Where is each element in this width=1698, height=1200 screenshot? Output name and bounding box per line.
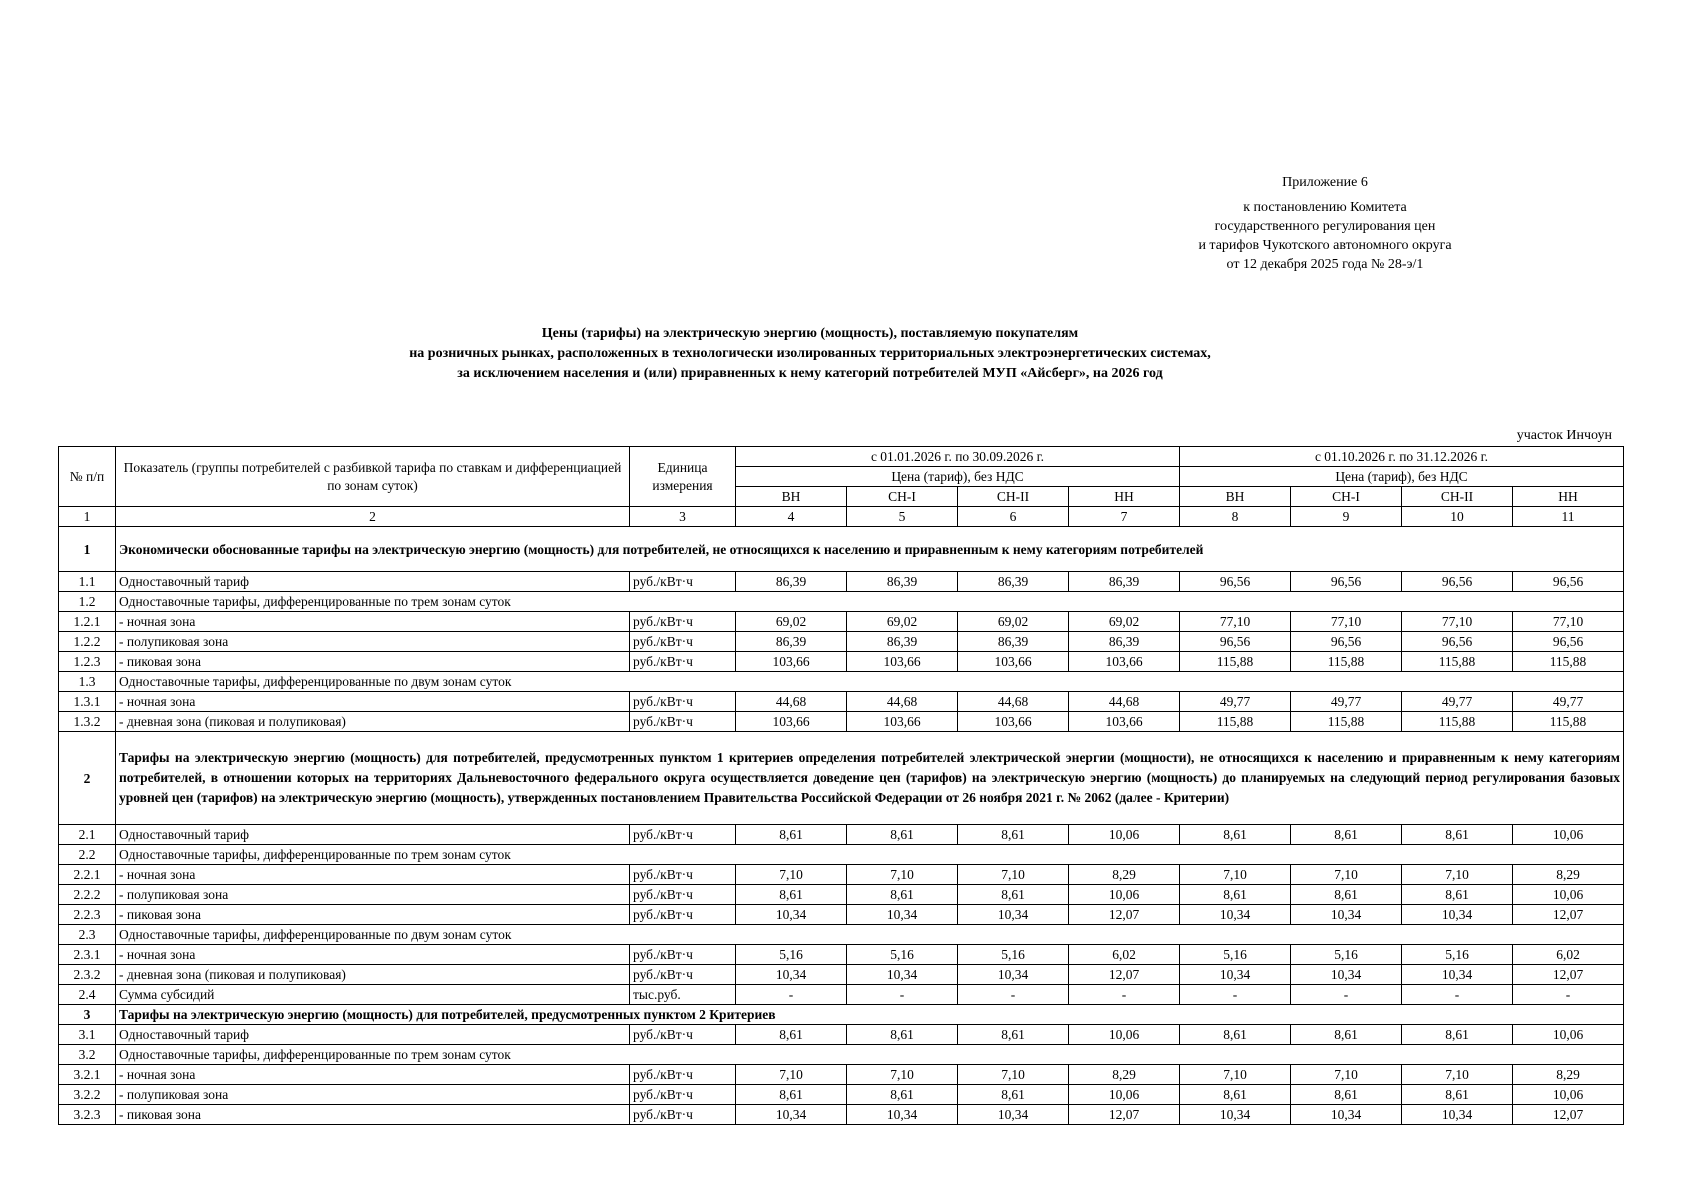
- unit-cell: руб./кВт·ч: [630, 885, 736, 905]
- row-number: 3.2.2: [59, 1085, 116, 1105]
- table-row: [59, 845, 1624, 865]
- appendix-line: государственного регулирования цен: [1214, 219, 1436, 234]
- unit-cell: тыс.руб.: [630, 985, 736, 1005]
- price-cell: 10,06: [1069, 1085, 1180, 1105]
- price-cell: 8,61: [736, 1085, 847, 1105]
- price-cell: 7,10: [958, 1065, 1069, 1085]
- price-cell: 8,29: [1513, 1065, 1624, 1085]
- table-row: [59, 885, 1624, 905]
- appendix-line: и тарифов Чукотского автономного округа: [1198, 238, 1452, 253]
- price-cell: 10,06: [1069, 825, 1180, 845]
- price-cell: 10,06: [1513, 1085, 1624, 1105]
- table-row: [59, 572, 1624, 592]
- price-cell: 12,07: [1069, 965, 1180, 985]
- price-cell: 96,56: [1180, 572, 1291, 592]
- header-level: ВН: [736, 487, 847, 507]
- unit-cell: руб./кВт·ч: [630, 712, 736, 732]
- price-cell: 8,61: [847, 825, 958, 845]
- price-cell: 8,61: [1180, 885, 1291, 905]
- price-cell: 7,10: [1291, 865, 1402, 885]
- row-number: 2.1: [59, 825, 116, 845]
- price-cell: 49,77: [1291, 692, 1402, 712]
- table-row: [59, 1045, 1624, 1065]
- unit-cell: руб./кВт·ч: [630, 965, 736, 985]
- row-number: 1.3.2: [59, 712, 116, 732]
- unit-cell: руб./кВт·ч: [630, 632, 736, 652]
- price-cell: 103,66: [847, 652, 958, 672]
- price-cell: 69,02: [958, 612, 1069, 632]
- price-cell: 44,68: [736, 692, 847, 712]
- unit-cell: руб./кВт·ч: [630, 1025, 736, 1045]
- header-price-2: Цена (тариф), без НДС: [1180, 467, 1624, 487]
- price-cell: 10,34: [847, 1105, 958, 1125]
- header-level: НН: [1513, 487, 1624, 507]
- price-cell: 96,56: [1402, 572, 1513, 592]
- price-cell: 5,16: [1291, 945, 1402, 965]
- unit-cell: руб./кВт·ч: [630, 1065, 736, 1085]
- column-number: 3: [630, 507, 736, 527]
- price-cell: 115,88: [1291, 652, 1402, 672]
- table-row: [59, 692, 1624, 712]
- row-number: 2.3.1: [59, 945, 116, 965]
- price-cell: 8,61: [1291, 825, 1402, 845]
- price-cell: 86,39: [1069, 572, 1180, 592]
- section-heading: Тарифы на электрическую энергию (мощность) для потребителей, предусмотренных пунктом 2 Критериев: [116, 1005, 1624, 1025]
- row-number: 2.2: [59, 845, 116, 865]
- price-cell: 10,34: [847, 965, 958, 985]
- price-cell: 44,68: [1069, 692, 1180, 712]
- price-cell: 86,39: [736, 572, 847, 592]
- section-heading: Тарифы на электрическую энергию (мощность) для потребителей, предусмотренных пунктом 1 критериев определения потребителей электрической энергии (мощности), не относящихся к населению и приравненным к нему категориям потребителей, в отношении которых на территориях Дальневосточного федерального округа осуществляется доведение цен (тарифов) на электрическую энергию (мощность) до планируемых на следующий период регулирования базовых уровней цен (тарифов) на электрическую энергию (мощность), утвержденных постановлением Правительства Российской Федерации от 26 ноября 2021 г. № 2062 (далее - Критерии): [116, 732, 1624, 825]
- price-cell: 44,68: [847, 692, 958, 712]
- header-price-1: Цена (тариф), без НДС: [736, 467, 1180, 487]
- price-cell: 86,39: [736, 632, 847, 652]
- indicator-name: Одноставочный тариф: [116, 825, 630, 845]
- price-cell: 86,39: [958, 632, 1069, 652]
- price-cell: -: [1291, 985, 1402, 1005]
- price-cell: 10,06: [1513, 885, 1624, 905]
- table-row: [59, 612, 1624, 632]
- header-level: НН: [1069, 487, 1180, 507]
- indicator-name: Одноставочный тариф: [116, 1025, 630, 1045]
- price-cell: 6,02: [1069, 945, 1180, 965]
- appendix-block: [1110, 173, 1540, 274]
- price-cell: 96,56: [1402, 632, 1513, 652]
- table-row: [59, 945, 1624, 965]
- table-row: [59, 527, 1624, 572]
- group-heading: Одноставочные тарифы, дифференцированные по двум зонам суток: [116, 925, 1624, 945]
- price-cell: 96,56: [1291, 632, 1402, 652]
- price-cell: 7,10: [1291, 1065, 1402, 1085]
- price-cell: 5,16: [1180, 945, 1291, 965]
- row-number: 1.2.3: [59, 652, 116, 672]
- table-row: [59, 825, 1624, 845]
- price-cell: 8,61: [958, 825, 1069, 845]
- price-cell: 8,61: [1180, 825, 1291, 845]
- appendix-line: к постановлению Комитета: [1243, 200, 1407, 215]
- row-number: 2.4: [59, 985, 116, 1005]
- column-number: 10: [1402, 507, 1513, 527]
- price-cell: 8,61: [736, 1025, 847, 1045]
- table-row: [59, 1105, 1624, 1125]
- price-cell: 12,07: [1069, 1105, 1180, 1125]
- price-cell: -: [736, 985, 847, 1005]
- price-cell: 8,29: [1069, 865, 1180, 885]
- price-cell: 10,34: [1291, 1105, 1402, 1125]
- row-number: 2.2.3: [59, 905, 116, 925]
- price-cell: 5,16: [847, 945, 958, 965]
- tariff-table: [58, 446, 1624, 1125]
- unit-cell: руб./кВт·ч: [630, 905, 736, 925]
- row-number: 3.2.3: [59, 1105, 116, 1125]
- price-cell: 8,61: [1291, 885, 1402, 905]
- price-cell: 103,66: [736, 712, 847, 732]
- price-cell: 8,61: [1402, 1085, 1513, 1105]
- unit-cell: руб./кВт·ч: [630, 1085, 736, 1105]
- price-cell: 49,77: [1513, 692, 1624, 712]
- price-cell: 77,10: [1402, 612, 1513, 632]
- indicator-name: - ночная зона: [116, 945, 630, 965]
- column-number: 11: [1513, 507, 1624, 527]
- price-cell: 8,61: [958, 1025, 1069, 1045]
- price-cell: 5,16: [1402, 945, 1513, 965]
- price-cell: 10,34: [1402, 965, 1513, 985]
- price-cell: -: [1402, 985, 1513, 1005]
- indicator-name: - ночная зона: [116, 612, 630, 632]
- price-cell: 69,02: [1069, 612, 1180, 632]
- price-cell: 7,10: [736, 1065, 847, 1085]
- price-cell: 7,10: [1402, 865, 1513, 885]
- document-title: [60, 324, 1560, 384]
- unit-cell: руб./кВт·ч: [630, 945, 736, 965]
- table-row: [59, 905, 1624, 925]
- price-cell: 8,61: [847, 885, 958, 905]
- price-cell: 86,39: [1069, 632, 1180, 652]
- price-cell: 115,88: [1402, 652, 1513, 672]
- indicator-name: Сумма субсидий: [116, 985, 630, 1005]
- price-cell: 10,34: [1291, 965, 1402, 985]
- price-cell: 12,07: [1513, 1105, 1624, 1125]
- price-cell: 7,10: [1180, 865, 1291, 885]
- price-cell: 10,34: [847, 905, 958, 925]
- price-cell: 12,07: [1513, 965, 1624, 985]
- header-level: ВН: [1180, 487, 1291, 507]
- price-cell: 44,68: [958, 692, 1069, 712]
- price-cell: 103,66: [1069, 652, 1180, 672]
- indicator-name: - полупиковая зона: [116, 632, 630, 652]
- unit-cell: руб./кВт·ч: [630, 865, 736, 885]
- table-row: [59, 712, 1624, 732]
- price-cell: 96,56: [1180, 632, 1291, 652]
- document-title-line: за исключением населения и (или) приравненных к нему категорий потребителей МУП «Айсберг», на 2026 год: [457, 366, 1163, 381]
- row-number: 3.1: [59, 1025, 116, 1045]
- price-cell: 8,61: [1402, 885, 1513, 905]
- price-cell: 69,02: [847, 612, 958, 632]
- price-cell: 10,34: [1180, 1105, 1291, 1125]
- column-number: 5: [847, 507, 958, 527]
- table-body: [59, 527, 1624, 1125]
- price-cell: 115,88: [1513, 652, 1624, 672]
- table-header: [59, 447, 1624, 527]
- header-period-1: с 01.01.2026 г. по 30.09.2026 г.: [736, 447, 1180, 467]
- indicator-name: - ночная зона: [116, 865, 630, 885]
- header-level: СН-II: [958, 487, 1069, 507]
- column-number: 2: [116, 507, 630, 527]
- price-cell: 103,66: [736, 652, 847, 672]
- price-cell: 49,77: [1180, 692, 1291, 712]
- price-cell: 86,39: [847, 632, 958, 652]
- price-cell: -: [1180, 985, 1291, 1005]
- section-heading: Экономически обоснованные тарифы на электрическую энергию (мощность) для потребителей, не относящихся к населению и приравненным к нему категориям потребителей: [116, 527, 1624, 572]
- price-cell: 10,34: [736, 905, 847, 925]
- header-level: СН-I: [847, 487, 958, 507]
- price-cell: 8,61: [1402, 1025, 1513, 1045]
- price-cell: 115,88: [1180, 652, 1291, 672]
- column-number: 1: [59, 507, 116, 527]
- price-cell: -: [958, 985, 1069, 1005]
- row-number: 1.2.2: [59, 632, 116, 652]
- row-number: 3: [59, 1005, 116, 1025]
- price-cell: 7,10: [958, 865, 1069, 885]
- price-cell: 10,34: [736, 965, 847, 985]
- price-cell: 103,66: [958, 652, 1069, 672]
- price-cell: 86,39: [958, 572, 1069, 592]
- group-heading: Одноставочные тарифы, дифференцированные по двум зонам суток: [116, 672, 1624, 692]
- unit-cell: руб./кВт·ч: [630, 612, 736, 632]
- price-cell: 7,10: [1180, 1065, 1291, 1085]
- price-cell: 10,34: [958, 905, 1069, 925]
- price-cell: 7,10: [736, 865, 847, 885]
- group-heading: Одноставочные тарифы, дифференцированные по трем зонам суток: [116, 845, 1624, 865]
- price-cell: 49,77: [1402, 692, 1513, 712]
- indicator-name: - пиковая зона: [116, 1105, 630, 1125]
- unit-cell: руб./кВт·ч: [630, 825, 736, 845]
- row-number: 1.1: [59, 572, 116, 592]
- header-level: СН-II: [1402, 487, 1513, 507]
- indicator-name: - ночная зона: [116, 1065, 630, 1085]
- price-cell: 12,07: [1513, 905, 1624, 925]
- price-cell: -: [847, 985, 958, 1005]
- price-cell: 10,06: [1069, 1025, 1180, 1045]
- row-number: 2.3: [59, 925, 116, 945]
- table-row: [59, 1005, 1624, 1025]
- header-indicator: Показатель (группы потребителей с разбивкой тарифа по ставкам и дифференциацией по зонам суток): [116, 447, 630, 507]
- price-cell: 10,34: [1180, 905, 1291, 925]
- row-number: 2.2.2: [59, 885, 116, 905]
- document-title-line: Цены (тарифы) на электрическую энергию (мощность), поставляемую покупателям: [541, 326, 1079, 341]
- indicator-name: - дневная зона (пиковая и полупиковая): [116, 965, 630, 985]
- document-title-line: на розничных рынках, расположенных в технологически изолированных территориальных электроэнергетических системах,: [409, 346, 1211, 361]
- price-cell: 8,61: [1180, 1085, 1291, 1105]
- price-cell: 8,29: [1513, 865, 1624, 885]
- price-cell: 10,34: [1291, 905, 1402, 925]
- header-unit: Единица измерения: [630, 447, 736, 507]
- row-number: 2.3.2: [59, 965, 116, 985]
- price-cell: 5,16: [958, 945, 1069, 965]
- table-row: [59, 732, 1624, 825]
- row-number: 2.2.1: [59, 865, 116, 885]
- column-number: 9: [1291, 507, 1402, 527]
- price-cell: 10,06: [1069, 885, 1180, 905]
- price-cell: 10,34: [958, 1105, 1069, 1125]
- table-row: [59, 985, 1624, 1005]
- price-cell: 12,07: [1069, 905, 1180, 925]
- price-cell: 96,56: [1513, 632, 1624, 652]
- header-period-2: с 01.10.2026 г. по 31.12.2026 г.: [1180, 447, 1624, 467]
- price-cell: 115,88: [1180, 712, 1291, 732]
- price-cell: 96,56: [1291, 572, 1402, 592]
- table-row: [59, 1065, 1624, 1085]
- price-cell: -: [1069, 985, 1180, 1005]
- table-row: [59, 925, 1624, 945]
- row-number: 3.2: [59, 1045, 116, 1065]
- table-row: [59, 1085, 1624, 1105]
- appendix-line: от 12 декабря 2025 года № 28-э/1: [1226, 257, 1424, 272]
- column-number: 6: [958, 507, 1069, 527]
- price-cell: 6,02: [1513, 945, 1624, 965]
- unit-cell: руб./кВт·ч: [630, 652, 736, 672]
- price-cell: 77,10: [1513, 612, 1624, 632]
- column-number: 4: [736, 507, 847, 527]
- unit-cell: руб./кВт·ч: [630, 692, 736, 712]
- indicator-name: - пиковая зона: [116, 905, 630, 925]
- price-cell: 69,02: [736, 612, 847, 632]
- price-cell: 77,10: [1180, 612, 1291, 632]
- price-cell: 8,61: [1180, 1025, 1291, 1045]
- price-cell: 8,61: [958, 885, 1069, 905]
- indicator-name: Одноставочный тариф: [116, 572, 630, 592]
- row-number: 1.3: [59, 672, 116, 692]
- price-cell: 8,29: [1069, 1065, 1180, 1085]
- table-row: [59, 865, 1624, 885]
- price-cell: 8,61: [736, 885, 847, 905]
- price-cell: 8,61: [1291, 1025, 1402, 1045]
- table-row: [59, 672, 1624, 692]
- price-cell: 8,61: [847, 1025, 958, 1045]
- header-level: СН-I: [1291, 487, 1402, 507]
- indicator-name: - пиковая зона: [116, 652, 630, 672]
- row-number: 1.3.1: [59, 692, 116, 712]
- row-number: 2: [59, 732, 116, 825]
- price-cell: 77,10: [1291, 612, 1402, 632]
- section-label: участок Инчоун: [1516, 428, 1612, 443]
- indicator-name: - ночная зона: [116, 692, 630, 712]
- price-cell: 10,34: [1402, 1105, 1513, 1125]
- table-row: [59, 632, 1624, 652]
- row-number: 1: [59, 527, 116, 572]
- row-number: 1.2: [59, 592, 116, 612]
- price-cell: 7,10: [847, 1065, 958, 1085]
- table-row: [59, 965, 1624, 985]
- price-cell: 8,61: [958, 1085, 1069, 1105]
- indicator-name: - полупиковая зона: [116, 885, 630, 905]
- price-cell: 8,61: [736, 825, 847, 845]
- price-cell: 10,34: [1180, 965, 1291, 985]
- unit-cell: руб./кВт·ч: [630, 1105, 736, 1125]
- price-cell: 115,88: [1513, 712, 1624, 732]
- price-cell: 5,16: [736, 945, 847, 965]
- price-cell: 7,10: [1402, 1065, 1513, 1085]
- price-cell: 10,34: [1402, 905, 1513, 925]
- table-row: [59, 1025, 1624, 1045]
- appendix-title: Приложение 6: [1282, 175, 1368, 190]
- group-heading: Одноставочные тарифы, дифференцированные по трем зонам суток: [116, 1045, 1624, 1065]
- price-cell: 7,10: [847, 865, 958, 885]
- unit-cell: руб./кВт·ч: [630, 572, 736, 592]
- price-cell: 115,88: [1291, 712, 1402, 732]
- header-num: № п/п: [59, 447, 116, 507]
- price-cell: 10,34: [736, 1105, 847, 1125]
- price-cell: 10,06: [1513, 1025, 1624, 1045]
- indicator-name: - дневная зона (пиковая и полупиковая): [116, 712, 630, 732]
- row-number: 1.2.1: [59, 612, 116, 632]
- group-heading: Одноставочные тарифы, дифференцированные по трем зонам суток: [116, 592, 1624, 612]
- indicator-name: - полупиковая зона: [116, 1085, 630, 1105]
- column-number: 7: [1069, 507, 1180, 527]
- price-cell: 10,06: [1513, 825, 1624, 845]
- column-number-row: [59, 507, 1624, 527]
- table-row: [59, 592, 1624, 612]
- price-cell: 96,56: [1513, 572, 1624, 592]
- price-cell: -: [1513, 985, 1624, 1005]
- price-cell: 86,39: [847, 572, 958, 592]
- column-number: 8: [1180, 507, 1291, 527]
- row-number: 3.2.1: [59, 1065, 116, 1085]
- price-cell: 103,66: [1069, 712, 1180, 732]
- price-cell: 8,61: [1402, 825, 1513, 845]
- price-cell: 115,88: [1402, 712, 1513, 732]
- price-cell: 8,61: [1291, 1085, 1402, 1105]
- price-cell: 103,66: [847, 712, 958, 732]
- price-cell: 103,66: [958, 712, 1069, 732]
- table-row: [59, 652, 1624, 672]
- price-cell: 8,61: [847, 1085, 958, 1105]
- price-cell: 10,34: [958, 965, 1069, 985]
